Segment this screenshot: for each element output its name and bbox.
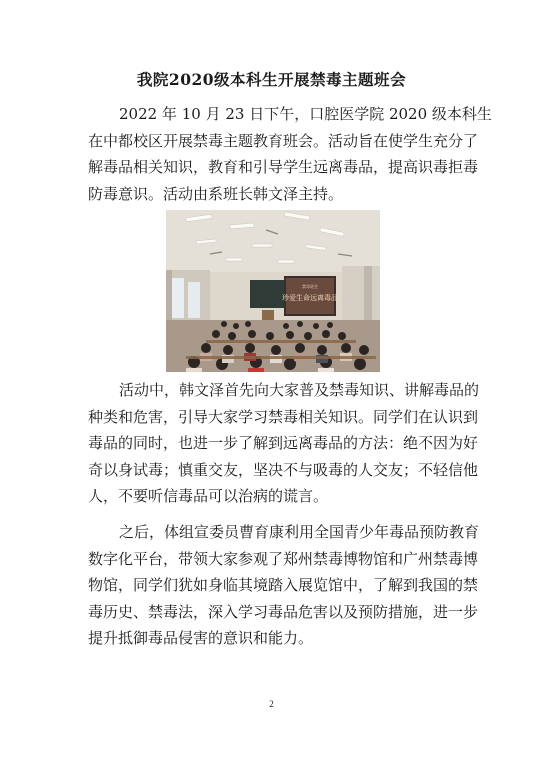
screen-title: 禁毒班会 [302, 284, 318, 289]
paragraph-intro [88, 101, 492, 207]
page-number: 2 [269, 699, 274, 709]
paragraph-line: 活动中，韩文泽首先向大家普及禁毒知识、讲解毒品的 [119, 381, 480, 399]
paragraph-line: 毒品的同时，也进一步了解到远离毒品的方法：绝不因为好 [88, 434, 479, 452]
paragraph-line: 2022 年 10 月 23 日下午，口腔医学院 2020 级本科生 [119, 105, 492, 123]
paragraph-line: 物馆，同学们犹如身临其境踏入展览馆中，了解到我国的禁 [88, 576, 479, 594]
paragraph-line: 种类和危害，引导大家学习禁毒相关知识。同学们在认识到 [88, 407, 479, 426]
paragraph-line: 解毒品相关知识，教育和引导学生远离毒品，提高识毒拒毒 [88, 158, 479, 176]
paragraph-line: 提升抵御毒品侵害的意识和能力。 [88, 629, 314, 647]
paragraph-activity [88, 377, 480, 510]
document-title: 我院2020级本科生开展禁毒主题班会 [136, 70, 407, 89]
paragraph-line: 在中都校区开展禁毒主题教育班会。活动旨在使学生充分了 [88, 131, 479, 150]
paragraph-conclusion [88, 519, 480, 652]
classroom-photo [166, 210, 380, 372]
screen-slogan: 珍爱生命远离毒品 [282, 294, 338, 302]
paragraph-line: 人，不要听信毒品可以治病的谎言。 [88, 487, 329, 505]
paragraph-line: 之后，体组宣委员曹育康利用全国青少年毒品预防教育 [119, 523, 480, 541]
paragraph-line: 毒历史、禁毒法，深入学习毒品危害以及预防措施，进一步 [88, 602, 479, 621]
paragraph-line: 奇以身试毒；慎重交友，坚决不与吸毒的人交友；不轻信他 [88, 460, 479, 479]
paragraph-line: 数字化平台，带领大家参观了郑州禁毒博物馆和广州禁毒博 [88, 549, 479, 568]
paragraph-line: 防毒意识。活动由系班长韩文泽主持。 [88, 184, 344, 203]
